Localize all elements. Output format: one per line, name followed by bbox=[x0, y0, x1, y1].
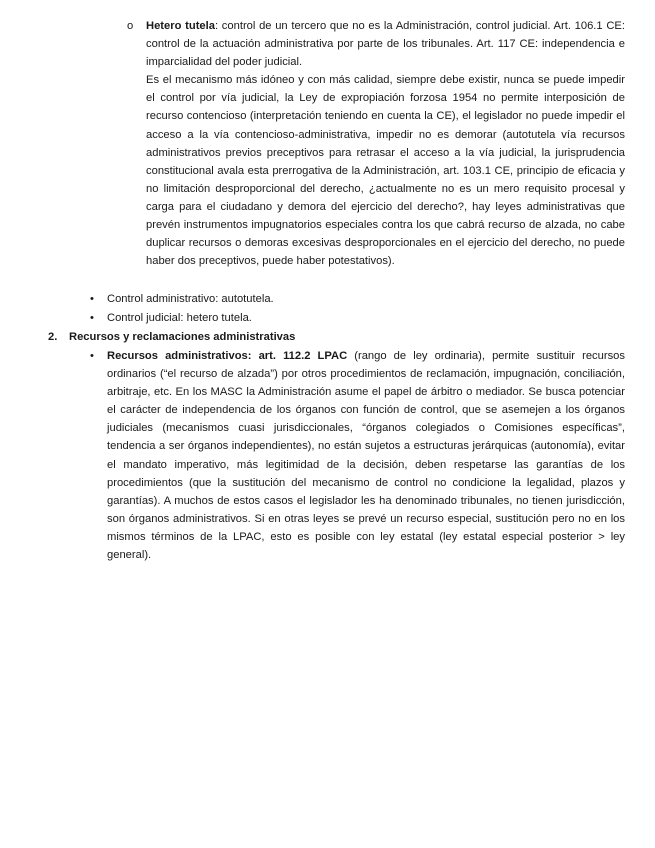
recursos-text: (rango de ley ordinaria), permite sustituir recursos ordinarios (“el recurso de alzada”) por otros procedimientos de reclamación, impugnación, conciliación, arbitraje, etc. En los MASC la Administración asume el papel de árbitro o mediador. Se busca potenciar el carácter de independencia de los órganos con función de control, que se asemejen a los órganos judiciales (mecanismos cuasi jurisdiccionales, “órganos colegiados o Comisiones específicas”, tendencia a ser órganos independientes), no están sujetos a estructuras jerárquicas (autonomía), evitar el mandato imperativo, más legitimidad de la decisión, deben respetarse las garantías de los procedimientos (que la sustitución del mecanismo de control no condicione la legalidad, plazos y garantías). A muchos de estos casos el legislador les ha denominado tribunales, no tienen jurisdicción, son órganos administrativos. Si en otras leyes se prevé un recurso especial, sustitución pero no en los mismos términos de la LPAC, esto es posible con ley estatal (ley estatal especial posterior > ley general). bbox=[107, 350, 625, 562]
sub-bullet-marker: o bbox=[127, 20, 134, 32]
hetero-tutela-item bbox=[146, 17, 625, 270]
recursos-administrativos-item bbox=[107, 347, 625, 564]
hetero-tutela-term: Hetero tutela bbox=[146, 20, 215, 32]
bullet-control-administrativo: Control administrativo: autotutela. bbox=[107, 293, 274, 305]
section-heading: Recursos y reclamaciones administrativas bbox=[69, 331, 296, 343]
bullet-marker: • bbox=[90, 350, 94, 362]
hetero-tutela-explanation: Es el mecanismo más idóneo y con más calidad, siempre debe existir, nunca se puede impedir el control por vía judicial, la Ley de expropiación forzosa 1954 no permite interposición de recurso contencioso (interpretación teniendo en cuenta la CE), el legislador no puede impedir el acceso a la vía contencioso-administrativa, impedir no es demorar (autotutela vía recursos administrativos previos preceptivos para retrasar el acceso a la vía judicial, la jurisprudencia constitucional avala esta prerrogativa de la Administración, art. 103.1 CE, principio de eficacia y no limitación desproporcional del derecho, ¿actualmente no es un mero requisito procesal y carga para el ciudadano y demora del ejercicio del derecho?, hay leyes administrativas que prevén instrumentos impugnatorios especiales contra los que cabrá recurso de alzada, no cabe duplicar recursos o demoras excesivas desproporcionales en el ejercicio del derecho, no puede haber dos preceptivos, puede haber potestativos). bbox=[146, 74, 625, 268]
recursos-paragraph bbox=[107, 347, 625, 564]
bullet-marker: • bbox=[90, 312, 94, 324]
section-number: 2. bbox=[48, 331, 58, 343]
recursos-term: Recursos administrativos: art. 112.2 LPAC bbox=[107, 350, 348, 362]
hetero-tutela-text: : control de un tercero que no es la Administración, control judicial. Art. 106.1 CE: control de la actuación administrativa por parte de los tribunales. Art. 117 CE: independencia e imparcialidad del poder judicial. bbox=[146, 20, 625, 69]
bullet-marker: • bbox=[90, 293, 94, 305]
bullet-control-judicial: Control judicial: hetero tutela. bbox=[107, 312, 252, 324]
hetero-tutela-definition bbox=[146, 17, 625, 71]
